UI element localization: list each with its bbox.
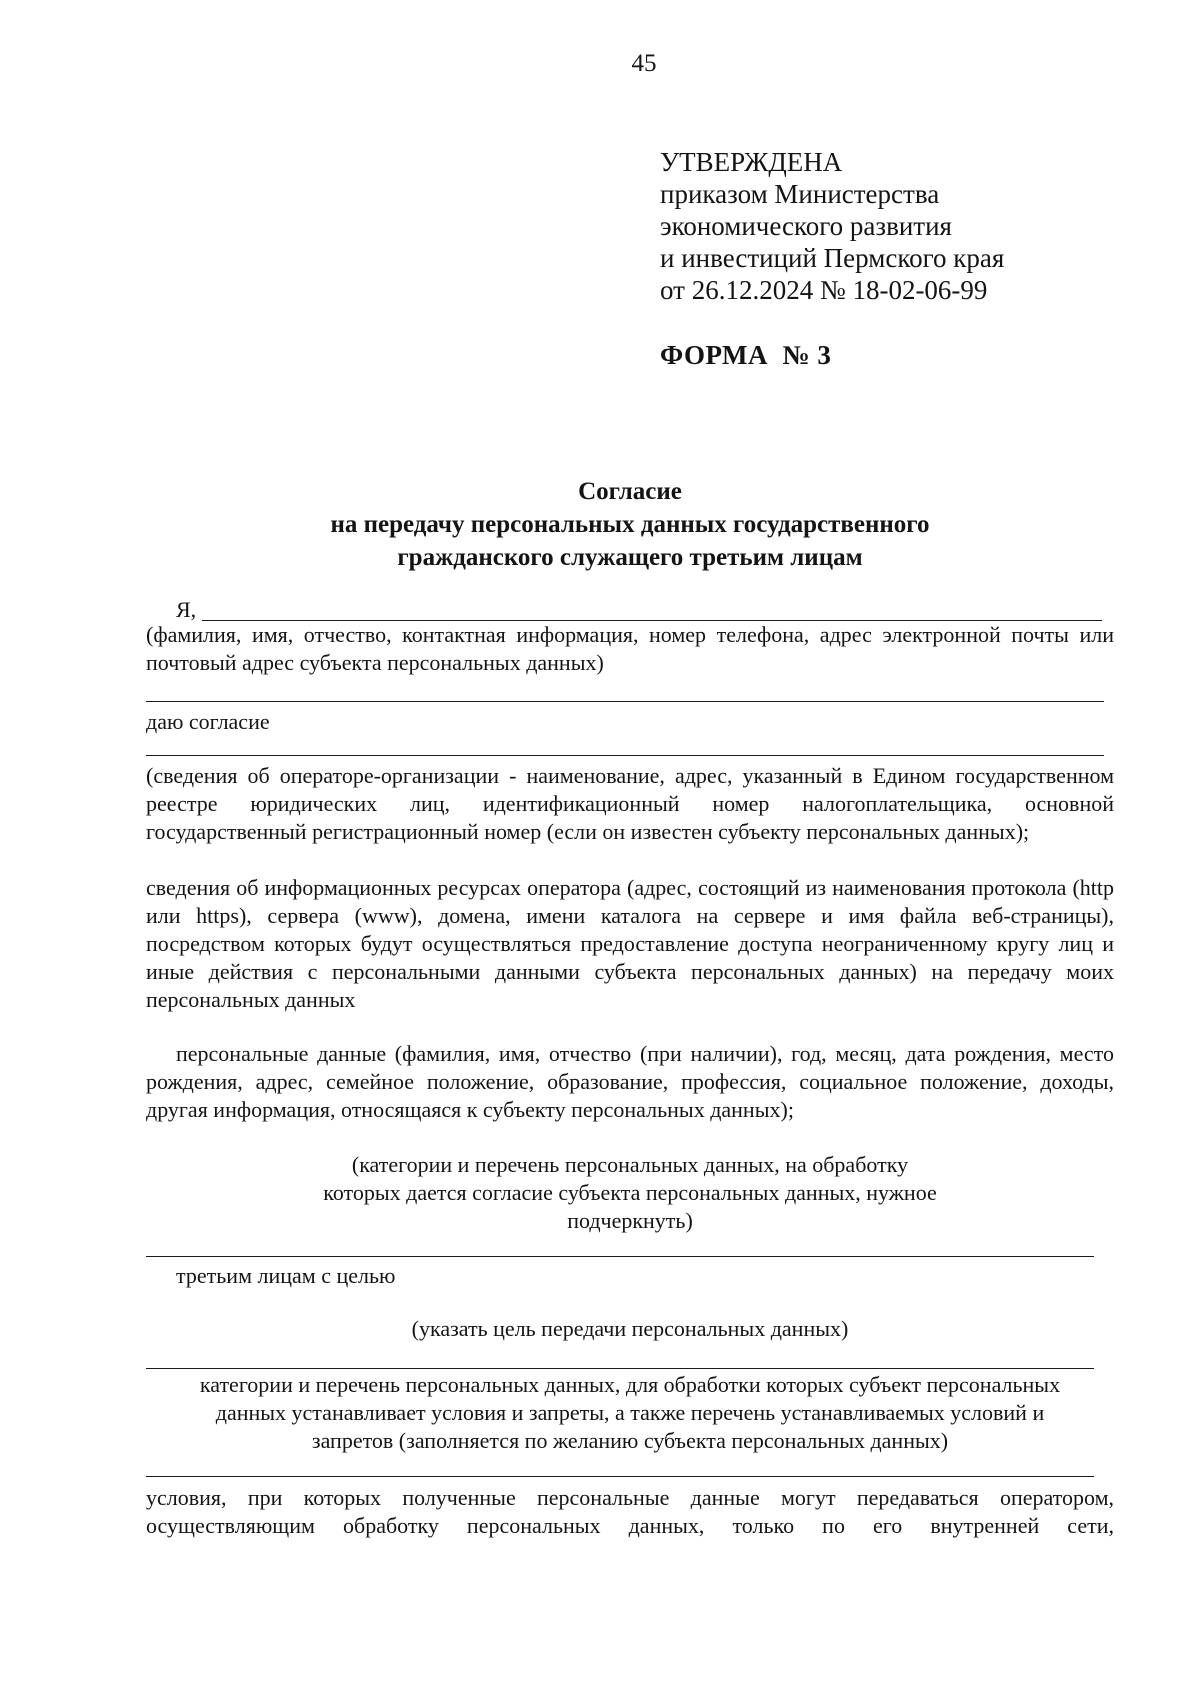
purpose-note: (указать цель передачи персональных данных) [411,1316,849,1341]
fill-line [146,755,1104,756]
fill-line [146,1368,1094,1369]
subject-note: (фамилия, имя, отчество, контактная информация, номер телефона, адрес электронной почты или почтовый адрес субъекта персональных данных) [146,622,1114,675]
consent-label: даю согласие [146,709,270,734]
operator-note-2: сведения об информационных ресурсах оператора (адрес, состоящий из наименования протокола (http или https), сервера (www), домена, имени каталога на сервере и имя файла веб-страницы), посредством которых будут осуществляться предоставление доступа неограниченному кругу лиц и иные действия с персональными данными субъекта персональных данных) на передачу моих персональных данных [146,875,1114,1012]
approval-line: приказом Министерства [660,179,940,209]
pd-list: персональные данные (фамилия, имя, отчество (при наличии), год, месяц, дата рождения, место рождения, адрес, семейное положение, образование, профессия, социальное положение, доходы, другая информация, относящаяся к субъекту персональных данных); [146,1041,1114,1122]
page-number: 45 [631,50,657,77]
approval-heading: УТВЕРЖДЕНА [660,147,843,177]
title-line: Согласие [578,478,682,505]
approval-line: и инвестиций Пермского края [660,243,1005,273]
network-conditions [146,1484,1114,1540]
network-line: осуществляющим обработку персональных данных, только по его внутренней сети, [146,1513,1114,1538]
fill-line [146,1256,1094,1257]
title-line: гражданского служащего третьим лицам [397,544,863,571]
categories-note [146,1151,1114,1235]
ya-label: Я, [176,597,197,622]
fill-line [146,701,1104,702]
note-line: данных устанавливает условия и запреты, а также перечень устанавливаемых условий и [215,1400,1045,1425]
form-number: ФОРМА № 3 [660,340,832,370]
network-line: условия, при которых полученные персональные данные могут передаваться оператором, [146,1485,1114,1510]
note-line: запретов (заполняется по желанию субъекта персональных данных) [311,1428,949,1453]
approval-line: от 26.12.2024 № 18-02-06-99 [660,275,988,305]
note-line: категории и перечень персональных данных, для обработки которых субъект персональных [199,1372,1061,1397]
document-title [146,475,1114,574]
note-line: (категории и перечень персональных данных, на обработку [351,1152,909,1177]
fill-line [146,1476,1094,1477]
conditions-note [146,1371,1114,1455]
title-line: на передачу персональных данных государственного [330,511,930,538]
approval-line: экономического развития [660,211,952,241]
note-line: которых дается согласие субъекта персональных данных, нужное [323,1180,937,1205]
note-line: подчеркнуть) [567,1208,693,1233]
operator-note-1: (сведения об операторе-организации - наименование, адрес, указанный в Едином государственном реестре юридических лиц, идентификационный номер налогоплательщика, основной государственный регистрационный номер (если он известен субъекту персональных данных); [146,763,1114,844]
third-parties-label: третьим лицам с целью [176,1263,396,1288]
approval-block [660,146,1004,306]
